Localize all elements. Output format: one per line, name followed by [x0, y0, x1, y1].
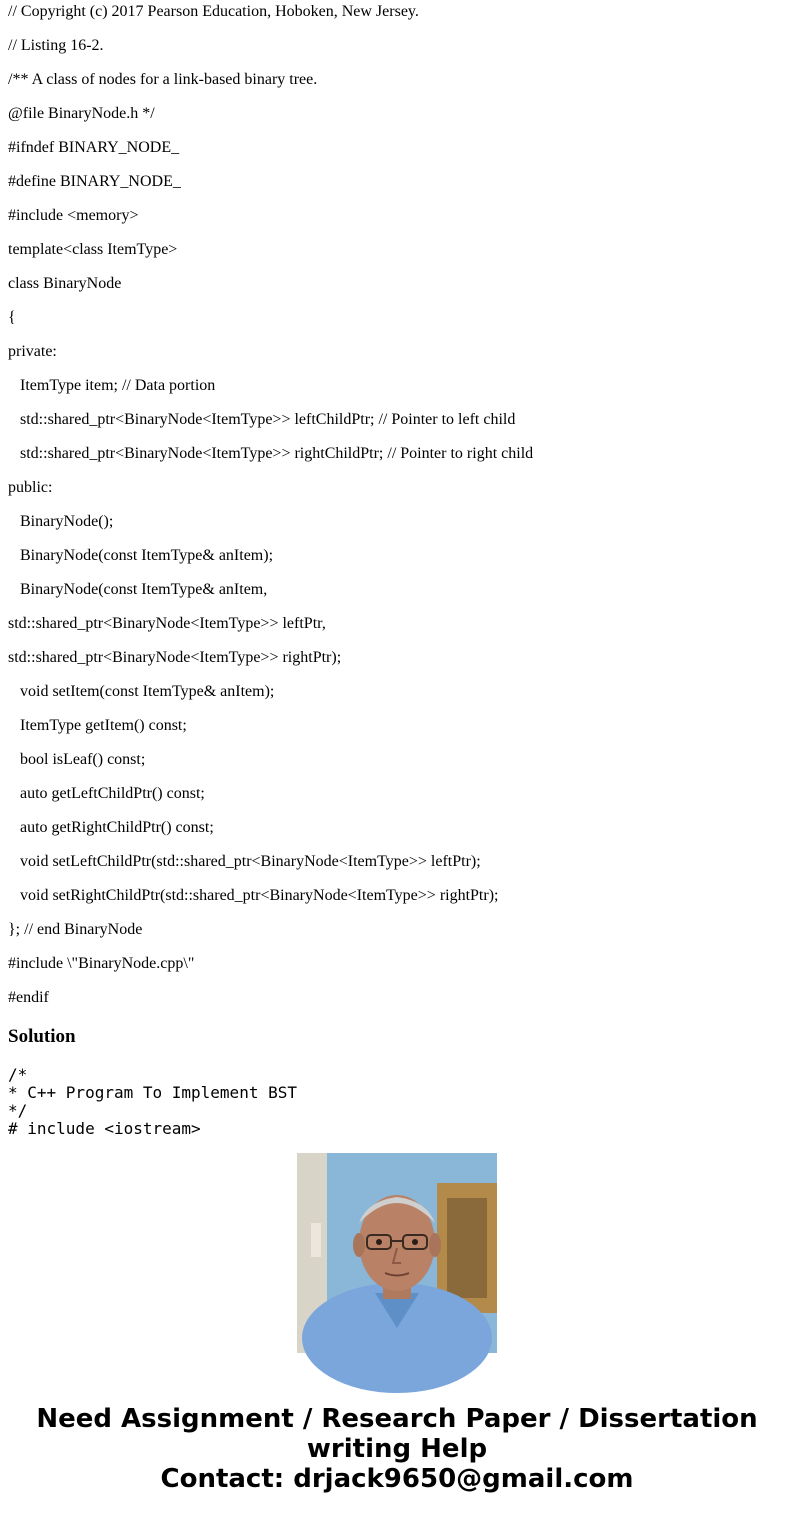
code-line: #include <memory> [8, 207, 139, 224]
solution-code: /* * C++ Program To Implement BST */ # include <iostream> [8, 1065, 297, 1138]
code-line: std::shared_ptr<BinaryNode<ItemType>> leftPtr, [8, 615, 326, 632]
code-line: bool isLeaf() const; [8, 751, 146, 768]
code-line: #include \"BinaryNode.cpp\" [8, 955, 195, 972]
code-line: // Copyright (c) 2017 Pearson Education, Hoboken, New Jersey. [8, 3, 419, 20]
code-line: private: [8, 343, 57, 360]
code-line: BinaryNode(); [8, 513, 114, 530]
code-line: { [8, 309, 16, 326]
question-code [8, 0, 788, 1023]
code-line: BinaryNode(const ItemType& anItem, [8, 581, 268, 598]
author-avatar [297, 1153, 497, 1353]
code-line: #define BINARY_NODE_ [8, 173, 181, 190]
promo-banner [0, 1404, 794, 1494]
code-line: // Listing 16-2. [8, 37, 104, 54]
code-line: BinaryNode(const ItemType& anItem); [8, 547, 274, 564]
code-line: template<class ItemType> [8, 241, 178, 258]
code-line: }; // end BinaryNode [8, 921, 143, 938]
solution-heading: Solution [8, 1026, 76, 1047]
code-line: #endif [8, 989, 49, 1006]
code-line: auto getLeftChildPtr() const; [8, 785, 205, 802]
code-line: ItemType item; // Data portion [8, 377, 216, 394]
code-line: void setLeftChildPtr(std::shared_ptr<BinaryNode<ItemType>> leftPtr); [8, 853, 481, 870]
promo-line-1: Need Assignment / Research Paper / Dissertation [36, 1404, 758, 1434]
code-line: @file BinaryNode.h */ [8, 105, 155, 122]
code-line: void setRightChildPtr(std::shared_ptr<BinaryNode<ItemType>> rightPtr); [8, 887, 499, 904]
code-line: std::shared_ptr<BinaryNode<ItemType>> leftChildPtr; // Pointer to left child [8, 411, 516, 428]
code-line: std::shared_ptr<BinaryNode<ItemType>> rightChildPtr; // Pointer to right child [8, 445, 534, 462]
promo-contact: Contact: drjack9650@gmail.com [160, 1464, 634, 1494]
code-line: void setItem(const ItemType& anItem); [8, 683, 275, 700]
code-line: auto getRightChildPtr() const; [8, 819, 214, 836]
code-line: public: [8, 479, 53, 496]
code-line: ItemType getItem() const; [8, 717, 187, 734]
code-line: /** A class of nodes for a link-based binary tree. [8, 71, 318, 88]
code-line: std::shared_ptr<BinaryNode<ItemType>> rightPtr); [8, 649, 342, 666]
code-line: class BinaryNode [8, 275, 122, 292]
promo-line-2: writing Help [306, 1434, 488, 1464]
code-line: #ifndef BINARY_NODE_ [8, 139, 180, 156]
